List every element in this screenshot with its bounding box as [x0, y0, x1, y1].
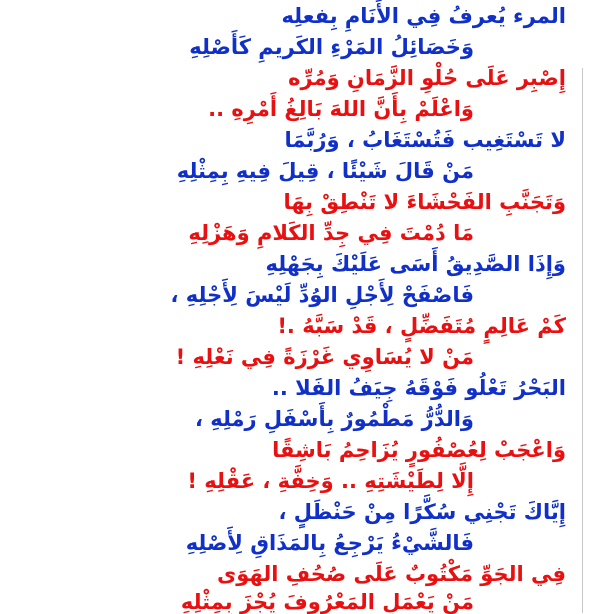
verse-line-3: إِصْبِر عَلَى حُلْوِ الزَّمَانِ وَمُرِّه: [288, 66, 566, 90]
verse-line-1: المرء يُعرفُ فِي الأَنَامِ بِفعلِه: [281, 4, 566, 28]
verse-line-5: لا تَسْتَغِيب فَتُسْتَغَابُ ، وَرُبَّمَا: [284, 128, 566, 152]
verse-line-16: إِلَّا لِطَيْشَتِهِ .. وَخِفَّةِ ، عَقْلِهِ !: [187, 469, 474, 493]
verse-line-6: مَنْ قَالَ شَيْئًا ، قِيلَ فِيهِ بِمِثْلِهِ: [176, 159, 474, 183]
verse-line-10: فَاصْفَحْ لِأَجْلِ الوُدِّ لَيْسَ لِأَجْلِهِ ،: [170, 283, 474, 307]
verse-line-9: وَإِذَا الصَّدِيقُ أَسَى عَلَيْكَ بِجَهْلِهِ: [265, 252, 566, 276]
verse-line-12: مَنْ لا يُسَاوِي غَرْزَةً فِي نَعْلِهِ !: [175, 345, 474, 369]
verse-line-20: مَنْ يَعْمَلِ المَعْرُوفَ يُجْزَ بِمِثْلِهِ: [180, 590, 474, 614]
verse-line-15: وَاعْجَبْ لِعُصْفُورٍ يُزَاحِمُ بَاشِقًا: [272, 438, 566, 462]
verse-line-14: وَالدُّرُّ مَطْمُورٌ بِأَسْفَلِ رَمْلِهِ ،: [194, 407, 474, 431]
verse-line-2: وَخَصَائِلُ المَرْءِ الكَريمِ كَأَصْلِهِ: [189, 35, 474, 59]
verse-line-11: كَمْ عَالِمٍ مُتَفَضِّلٍ ، قَدْ سَبَّهُ .!: [277, 314, 566, 338]
verse-line-18: فَالشَّيْءُ يَرْجِعُ بِالمَذَاقِ لِأَصْلِهِ: [185, 531, 474, 555]
verse-line-13: البَحْرُ تَعْلُو فَوْقَهُ جِيَفُ الفَلا ..: [271, 376, 566, 400]
verse-line-8: مَا دُمْتَ فِي جِدِّ الكَلامِ وَهَزْلِهِ: [188, 221, 474, 245]
page-edge-divider: [582, 68, 583, 613]
verse-line-4: وَاعْلَمْ بِأَنَّ اللهَ بَالِغُ أَمْرِهِ ..: [208, 97, 474, 121]
verse-line-17: إِيَّاكَ تَجْنِي سُكَّرًا مِنْ حَنْظَلٍ ،: [278, 500, 566, 524]
verse-line-19: فِي الجَوِّ مَكْتُوبٌ عَلَى صُحُفِ الهَوَى: [217, 562, 566, 586]
verse-line-7: وَتَجَنَّبِ الفَحْشَاءَ لا تَنْطِقْ بِهَا: [283, 190, 566, 214]
